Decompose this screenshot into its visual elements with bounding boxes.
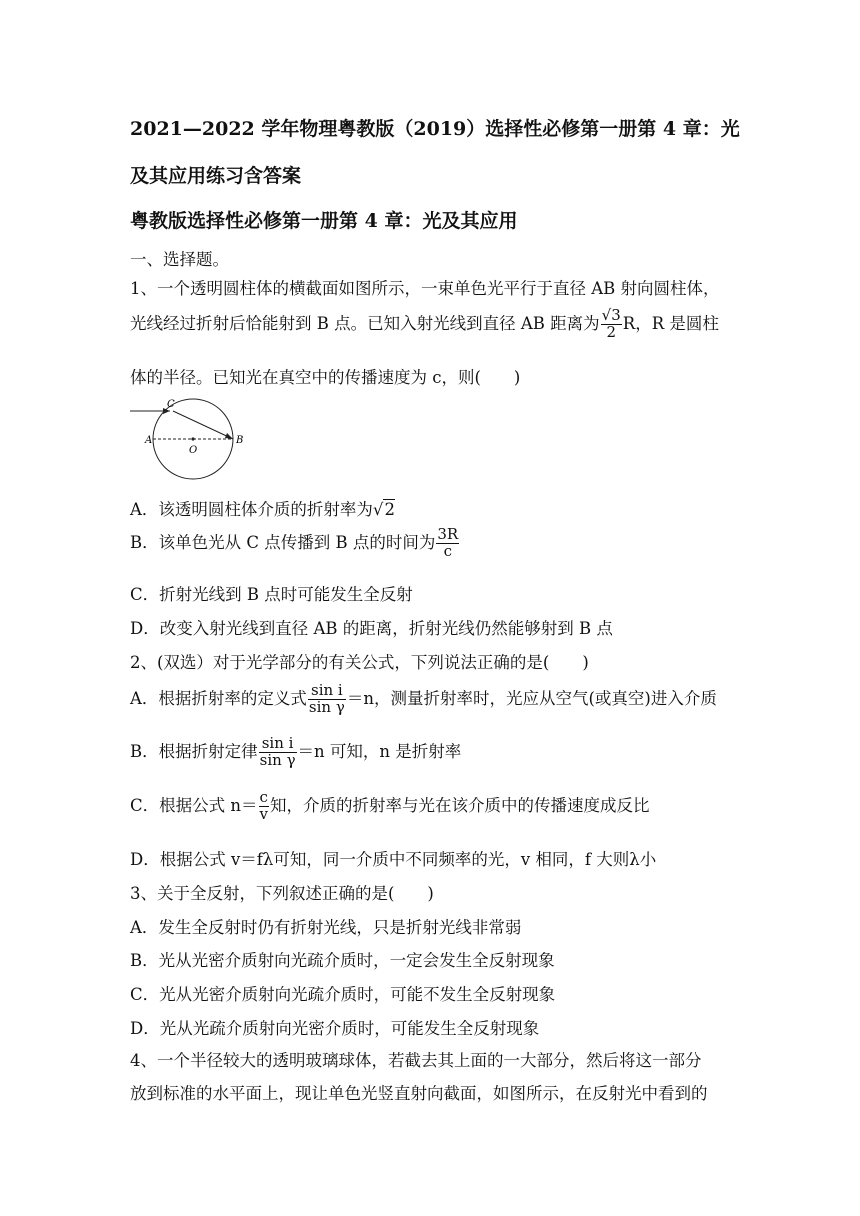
q1-option-b-num: 3R: [437, 525, 459, 543]
q1-option-a-radicand: 2: [384, 500, 395, 519]
doc-subtitle: 粤教版选择性必修第一册第 4 章：光及其应用: [130, 210, 518, 232]
q2-stem: 2、(双选）对于光学部分的有关公式，下列说法正确的是( ): [130, 653, 589, 672]
q4-line1: 4、一个半径较大的透明玻璃球体，若截去其上面的一大部分，然后将这一部分: [130, 1051, 702, 1070]
label-a: A: [145, 435, 153, 446]
label-c: C: [167, 399, 175, 410]
q2-option-c-post: 知，介质的折射率与光在该介质中的传播速度成反比: [269, 795, 650, 815]
q2-option-a: [130, 683, 717, 716]
sqrt-symbol: √2: [372, 500, 395, 519]
q1-option-c: C．折射光线到 B 点时可能发生全反射: [130, 585, 413, 604]
q1-line1: 1、一个透明圆柱体的横截面如图所示，一束单色光平行于直径 AB 射向圆柱体，: [130, 279, 720, 298]
q1-line2-post: R，R 是圆柱: [622, 313, 719, 333]
q3-option-d: D．光从光疏介质射向光密介质时，可能发生全反射现象: [130, 1019, 540, 1038]
q1-option-b-text: B．该单色光从 C 点传播到 B 点的时间为: [130, 532, 436, 552]
q3-option-c: C．光从光密介质射向光疏介质时，可能不发生全反射现象: [130, 985, 556, 1004]
q1-line2-pre: 光线经过折射后恰能射到 B 点。已知入射光线到直径 AB 距离为: [130, 313, 600, 333]
refracted-ray: [173, 411, 233, 439]
label-o: O: [189, 445, 198, 456]
doc-title-line1: 2021—2022 学年物理粤教版（2019）选择性必修第一册第 4 章：光: [130, 118, 740, 140]
q2-option-b-num: sin i: [259, 736, 297, 753]
q1-option-b: [130, 527, 460, 560]
q3-stem: 3、关于全反射，下列叙述正确的是( ): [130, 884, 434, 903]
q1-option-a: [130, 496, 395, 520]
q2-option-a-num: sin i: [308, 683, 346, 700]
q2-option-c-den: v: [259, 804, 268, 823]
q3-option-b: B．光从光密介质射向光疏介质时，一定会发生全反射现象: [130, 951, 555, 970]
q1-line3: 体的半径。已知光在真空中的传播速度为 c，则( ): [130, 368, 521, 387]
q2-option-c: [130, 790, 649, 823]
q2-option-b-pre: B．根据折射定律: [130, 741, 258, 761]
q1-line2: [130, 308, 719, 341]
q1-option-b-den: c: [443, 541, 452, 560]
q2-option-d: D．根据公式 v＝fλ可知，同一介质中不同频率的光，v 相同，f 大则λ小: [130, 850, 657, 869]
q2-option-c-pre: C．根据公式 n＝: [130, 795, 258, 815]
q1-option-a-text: A．该透明圆柱体介质的折射率为: [130, 500, 373, 519]
q4-line2: 放到标准的水平面上，现让单色光竖直射向截面，如图所示，在反射光中看到的: [130, 1084, 708, 1103]
q2-option-c-num: c: [259, 788, 268, 806]
q2-option-a-pre: A．根据折射率的定义式: [130, 688, 307, 708]
q1-option-d: D．改变入射光线到直径 AB 的距离，折射光线仍然能够射到 B 点: [130, 619, 613, 638]
refracted-arrow-icon: [225, 433, 233, 439]
q1-frac-den: 2: [606, 322, 616, 341]
q2-option-c-fraction: [259, 790, 269, 823]
label-b: B: [236, 435, 244, 446]
section-heading: 一、选择题。: [130, 250, 229, 269]
q1-frac-num: √3: [601, 306, 621, 324]
q2-option-b-den: sin γ: [259, 750, 296, 769]
q2-option-a-post: ＝n，测量折射率时，光应从空气(或真空)进入介质: [346, 688, 717, 708]
q2-option-b-post: ＝n 可知，n 是折射率: [297, 741, 462, 761]
q1-fraction: [601, 308, 622, 341]
center-point: [191, 437, 194, 440]
q2-option-a-fraction: [308, 683, 346, 716]
q1-option-b-fraction: [436, 527, 459, 560]
q2-option-b-fraction: [259, 736, 297, 769]
q2-option-a-den: sin γ: [308, 697, 345, 716]
q1-circle-figure: [128, 396, 248, 486]
q3-option-a: A．发生全反射时仍有折射光线，只是折射光线非常弱: [130, 918, 522, 937]
doc-title-line2: 及其应用练习含答案: [130, 165, 302, 187]
q2-option-b: [130, 736, 461, 769]
